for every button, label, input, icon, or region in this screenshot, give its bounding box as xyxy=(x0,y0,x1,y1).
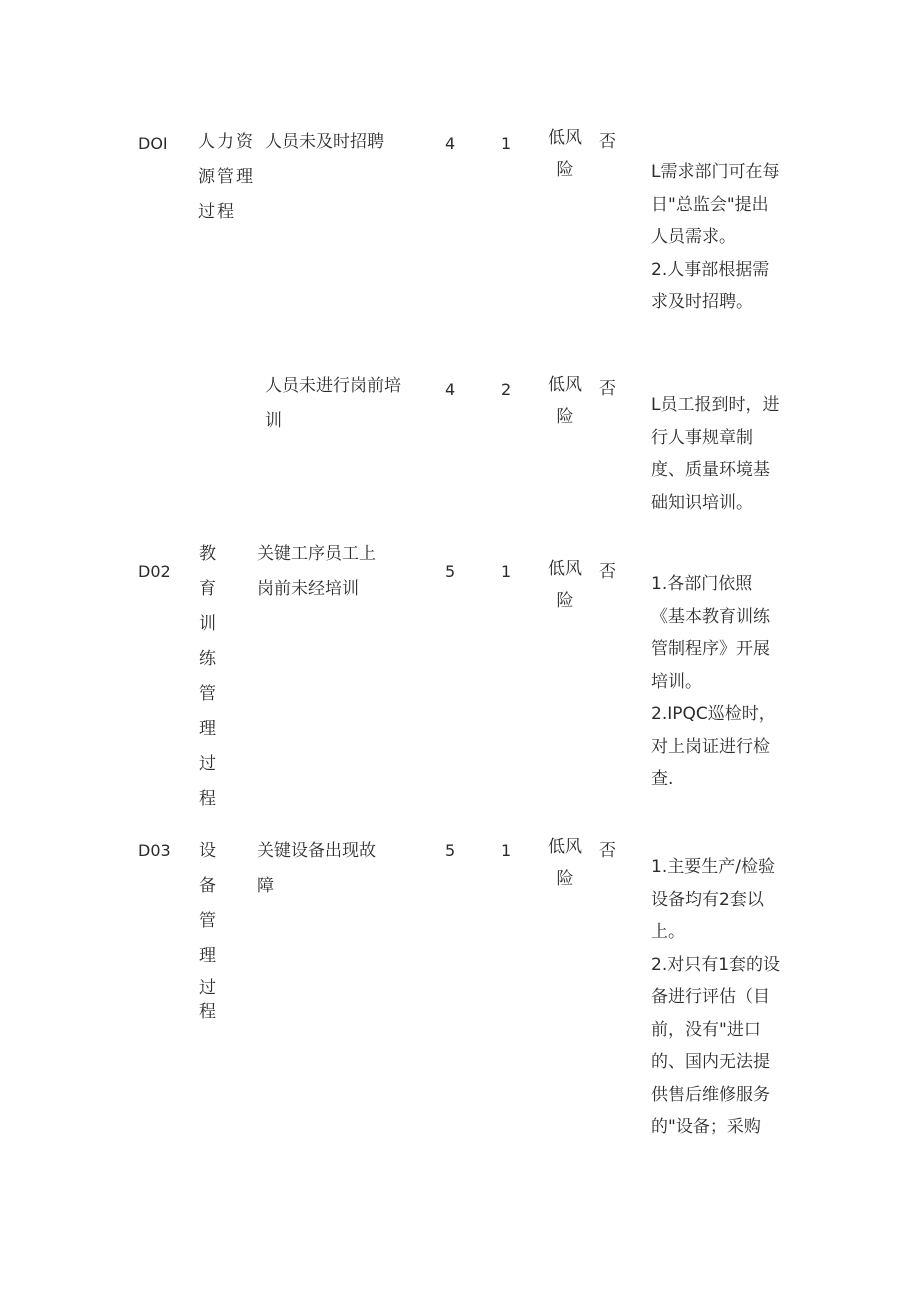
measure-line: 上。 xyxy=(651,922,685,942)
measure-line: 2.IPQC巡检时， xyxy=(651,704,776,724)
risk-line: 人员未及时招聘 xyxy=(265,132,384,152)
measures-cell xyxy=(651,156,801,319)
measure-line: 人员需求。 xyxy=(651,227,736,247)
measure-line: 的、国内无法提 xyxy=(651,1052,770,1072)
risk-level-line: 险 xyxy=(556,407,574,427)
risk-line: 障 xyxy=(257,876,274,896)
process-cell xyxy=(199,834,219,1022)
flag-value: 否 xyxy=(599,132,616,152)
row-id: D03 xyxy=(138,841,171,860)
measure-line: 度、质量环境基 xyxy=(651,460,770,480)
process-char: 教 xyxy=(199,544,216,564)
risk-level xyxy=(540,553,590,617)
process-char: 育 xyxy=(199,579,216,599)
measure-line: 培训。 xyxy=(651,671,702,692)
process-cell xyxy=(199,537,219,817)
measure-line: L需求部门可在每 xyxy=(651,162,780,182)
score-value-2: 1 xyxy=(501,562,512,581)
process-char: 理 xyxy=(199,946,216,966)
process-line: 过程 xyxy=(198,202,236,222)
risk-level xyxy=(540,369,590,433)
measure-line: 备进行评估（目 xyxy=(651,987,770,1007)
risk-level xyxy=(540,122,590,186)
process-char: 管 xyxy=(199,684,216,704)
risk-level-line: 险 xyxy=(556,869,574,889)
measure-line: 础知识培训。 xyxy=(651,492,753,513)
measures-cell xyxy=(651,568,801,796)
measure-line: 1.各部门依照 xyxy=(651,574,753,594)
flag-value: 否 xyxy=(599,841,616,861)
score-value-2: 1 xyxy=(501,134,512,153)
risk-level xyxy=(540,831,590,895)
process-char: 程 xyxy=(199,789,216,809)
risk-level-line: 低风 xyxy=(548,559,582,579)
measures-cell xyxy=(651,389,801,519)
measure-line: 1.主要生产/检验 xyxy=(651,857,775,877)
process-line: 源管理 xyxy=(198,167,255,187)
measure-line: 2.人事部根据需 xyxy=(651,259,770,280)
measure-line: 对上岗证进行检 xyxy=(651,736,770,757)
row-id: DOI xyxy=(138,134,168,153)
process-char: 训 xyxy=(199,614,216,634)
risk-line: 关键设备出现故 xyxy=(257,841,376,861)
flag-value: 否 xyxy=(599,562,616,582)
score-value-1: 5 xyxy=(445,562,456,581)
process-char: 过 xyxy=(199,978,216,998)
measure-line: 管制程序》开展 xyxy=(651,639,770,659)
risk-cell xyxy=(265,125,435,160)
process-line: 人力资 xyxy=(198,132,255,152)
process-char: 程 xyxy=(199,1002,216,1022)
score-value-1: 4 xyxy=(445,134,456,153)
risk-line: 人员未进行岗前培 xyxy=(265,376,401,396)
process-char: 管 xyxy=(199,911,216,931)
process-cell xyxy=(198,125,268,230)
risk-level-line: 低风 xyxy=(548,128,582,148)
risk-level-line: 险 xyxy=(556,160,574,180)
score-value-1: 5 xyxy=(445,841,456,860)
flag-value: 否 xyxy=(599,379,616,399)
measure-line: 2.对只有1套的设 xyxy=(651,954,781,975)
risk-line: 训 xyxy=(265,411,282,431)
risk-level-line: 低风 xyxy=(548,837,582,857)
measure-line: 行人事规章制 xyxy=(651,427,753,448)
measure-line: 查. xyxy=(651,769,674,789)
risk-line: 关键工序员工上 xyxy=(257,544,376,564)
score-value-1: 4 xyxy=(445,380,456,399)
risk-cell xyxy=(265,369,435,439)
measure-line: 的"设备；采购 xyxy=(651,1117,761,1137)
measure-line: 日"总监会"提出 xyxy=(651,194,769,215)
risk-level-line: 低风 xyxy=(548,375,582,395)
process-char: 备 xyxy=(199,876,216,896)
process-char: 设 xyxy=(199,841,216,861)
measure-line: L员工报到时，进 xyxy=(651,395,780,415)
measure-line: 设备均有2套以 xyxy=(651,889,764,910)
process-char: 理 xyxy=(199,719,216,739)
row-id: D02 xyxy=(138,562,171,581)
measure-line: 《基本教育训练 xyxy=(651,606,770,627)
measure-line: 供售后维修服务 xyxy=(651,1084,770,1105)
score-value-2: 2 xyxy=(501,380,512,399)
process-char: 过 xyxy=(199,754,216,774)
measure-line: 前，没有"进口 xyxy=(651,1019,761,1040)
risk-line: 岗前未经培训 xyxy=(257,579,359,599)
measure-line: 求及时招聘。 xyxy=(651,292,753,312)
risk-level-line: 险 xyxy=(556,591,574,611)
score-value-2: 1 xyxy=(501,841,512,860)
risk-cell xyxy=(257,537,427,607)
measures-cell xyxy=(651,851,801,1144)
process-char: 练 xyxy=(199,649,216,669)
risk-cell xyxy=(257,834,427,904)
